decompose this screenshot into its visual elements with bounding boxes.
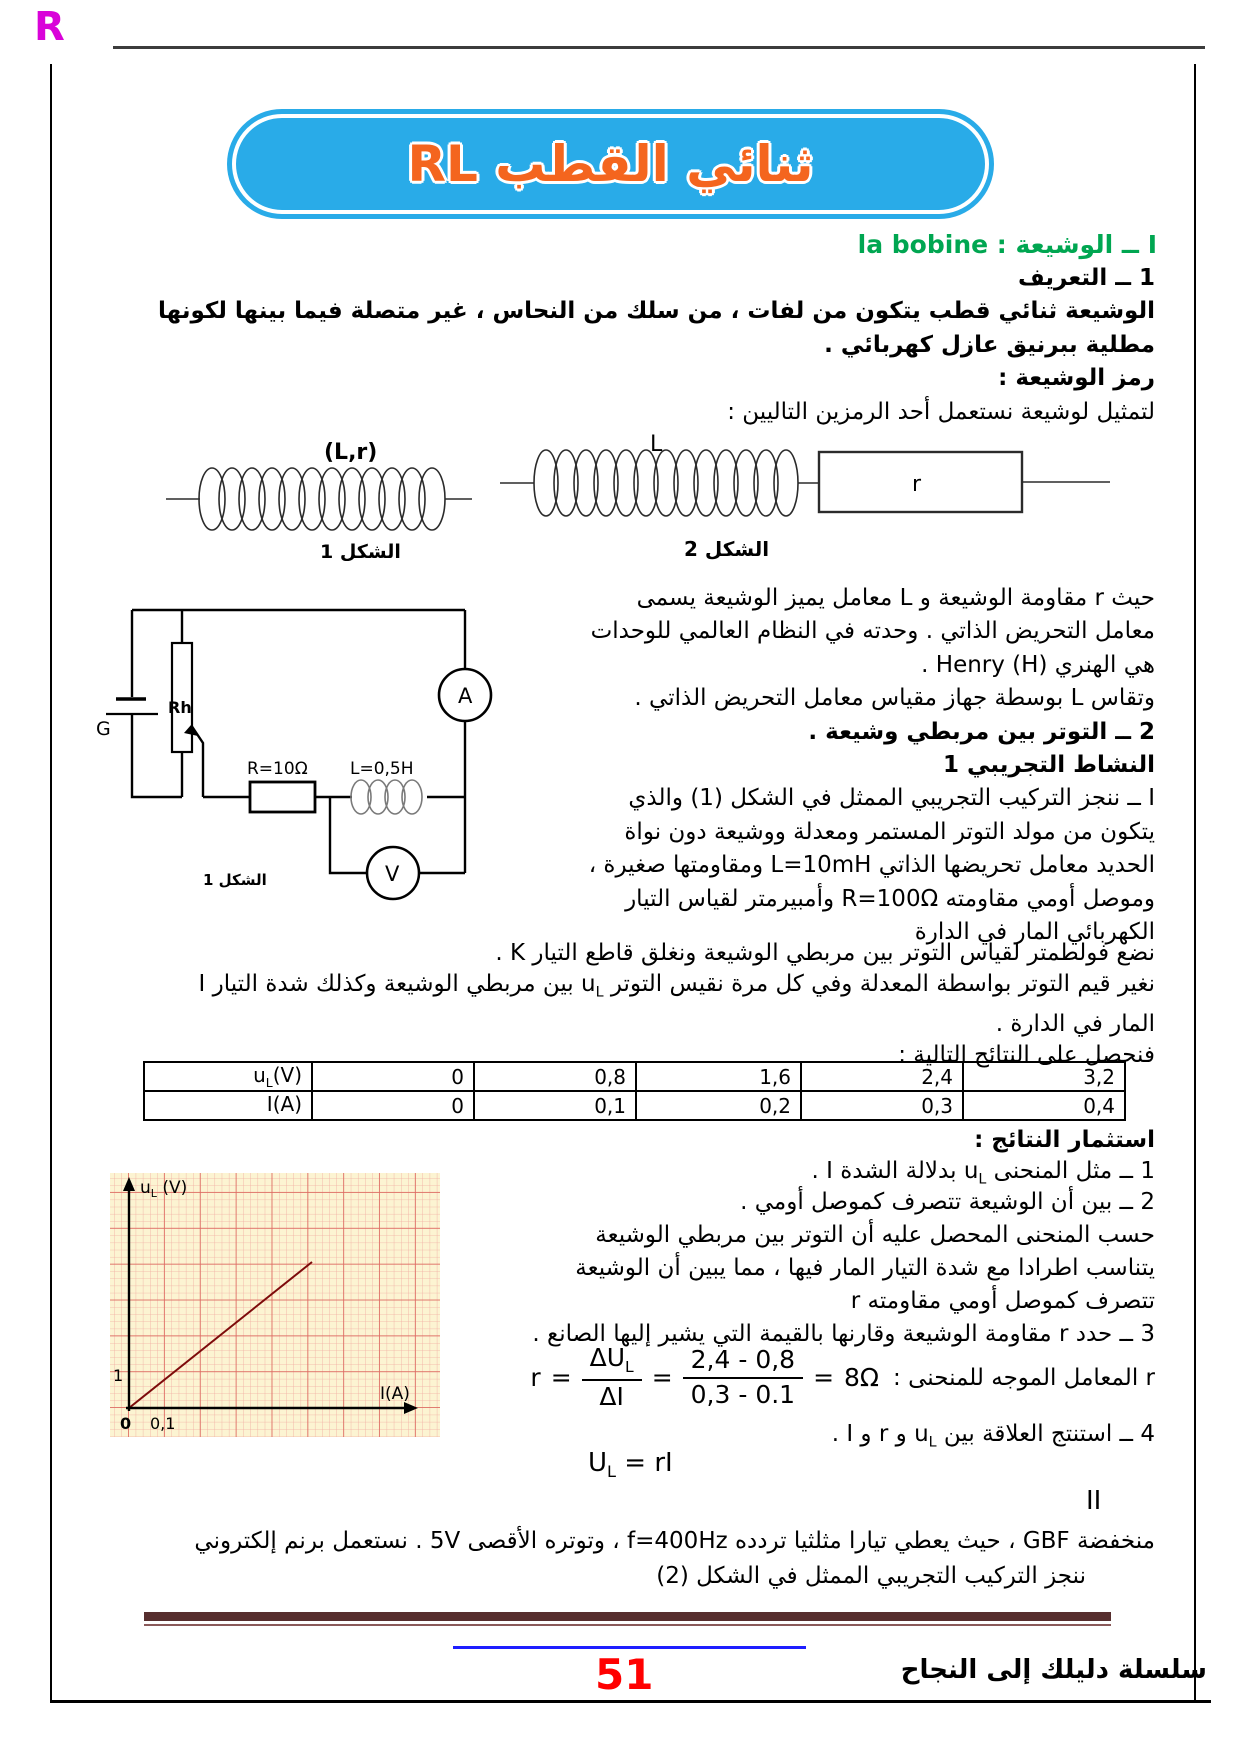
activity-heading: النشاط التجريبي 1	[943, 752, 1155, 779]
table-cell: 1,6	[636, 1062, 801, 1091]
text-part: بين مربطي الوشيعة وكذلك شدة التيار I	[198, 971, 574, 997]
table-cell: 0,1	[474, 1091, 636, 1120]
answer-line: يتناسب اطرادا مع شدة التيار المار فيها ، مما يبين أن الوشيعة	[575, 1255, 1155, 1281]
ammeter-label: A	[458, 684, 473, 708]
coil-label: L=0,5H	[350, 759, 414, 779]
table-cell: 0,8	[474, 1062, 636, 1091]
text-line: وتقاس L بوسطة جهاز مقياس معامل التحريض الذاتي .	[634, 685, 1155, 712]
part2-line: منخفضة GBF ، حيث يعطي تيارا مثلثيا تردده f=400Hz ، وتوتره الأقصى 5V . نستعمل برنم إلكتروني	[194, 1528, 1155, 1554]
title-banner-ring	[232, 114, 989, 214]
section2-heading: 2 ــ التوتر بين مربطي وشيعة .	[808, 718, 1155, 745]
fig2-coil-label: L	[650, 432, 663, 457]
rheostat-label: Rh	[168, 698, 192, 717]
definition-line: الوشيعة ثنائي قطب يتكون من لفات ، من سلك من النحاس ، غير متصلة فيما بينها لكونها	[158, 298, 1155, 325]
voltmeter-label: V	[385, 862, 400, 886]
text-line: هي الهنري Henry (H) .	[921, 651, 1155, 678]
formula-label: r المعامل الموجه للمنحنى :	[893, 1364, 1155, 1391]
text-line: حيث r مقاومة الوشيعة و L معامل يميز الوشيعة يسمى	[636, 585, 1155, 611]
text-line: الكهربائي المار في الدارة	[914, 919, 1155, 946]
question-2: 2 ــ بين أن الوشيعة تتصرف كموصل أومي .	[740, 1189, 1155, 1215]
x-axis-label: I(A)	[380, 1384, 410, 1404]
results-heading: استثمار النتائج :	[974, 1127, 1155, 1153]
row-header-ul: $u_L(V)$	[144, 1062, 312, 1091]
slope-formula: 8Ω = $\frac{2,4 - 0,8}{0,3 - 0.1}$ = $\frac{\Delta U_L}{\Delta I}$ = r	[530, 1342, 880, 1411]
experiment-block	[95, 938, 1155, 1071]
text-line: معامل التحريض الذاتي . وحدته في النظام العالمي للوحدات	[590, 618, 1155, 645]
text-line: I ــ ننجز التركيب التجريبي الممثل في الشكل (1) والذي	[628, 785, 1155, 812]
answer-line: حسب المنحنى المحصل عليه أن التوتر بين مربطي الوشيعة	[595, 1222, 1155, 1248]
right-border	[1194, 64, 1196, 1703]
title-banner	[227, 109, 994, 219]
symbol-line: لتمثيل لوشيعة نستعمل أحد الرمزين التاليين :	[727, 398, 1155, 425]
left-border	[50, 64, 52, 1703]
text-part: و r و I .	[831, 1421, 907, 1447]
table-cell: 0	[312, 1091, 474, 1120]
table-cell: 0,2	[636, 1091, 801, 1120]
definition-heading: 1 ــ التعريف	[1018, 265, 1155, 291]
text-line: وموصل أومي مقاومته R=100Ω وأمبيرمتر لقياس التيار	[625, 885, 1155, 912]
ul-symbol: $u_L$	[914, 1421, 937, 1451]
slope-formula-row	[530, 1340, 1155, 1415]
section1-heading: I ــ الوشيعة : la bobine	[857, 230, 1157, 259]
fig1-label: (L,r)	[324, 440, 378, 465]
origin-label: 0	[120, 1414, 132, 1433]
text-part: 1 ــ مثل المنحنى	[993, 1158, 1155, 1184]
symbol-heading: رمز الوشيعة :	[998, 365, 1155, 392]
table-cell: 2,4	[801, 1062, 963, 1091]
definition-line: مطلية ببرنيق عازل كهربائي .	[824, 331, 1155, 358]
part2-numeral: II	[1086, 1486, 1102, 1516]
x-tick-label: 0,1	[150, 1414, 176, 1433]
text-line	[95, 969, 1155, 1009]
text-part: 4 ــ استنتج العلاقة بين	[943, 1421, 1155, 1447]
resistor-label: R=10Ω	[247, 759, 308, 779]
numeric-fraction: $\frac{2,4 - 0,8}{0,3 - 0.1}$	[683, 1346, 803, 1410]
definition-block	[135, 262, 1155, 429]
coil-description-block	[490, 582, 1155, 949]
fig2-resistor-label: r	[912, 472, 922, 497]
text-line: فنحصل على النتائج التالية :	[898, 1041, 1155, 1068]
footer-blue-line	[453, 1646, 806, 1649]
circuit-caption: الشكل 1	[203, 871, 267, 889]
corner-logo: R	[34, 4, 65, 50]
question-4	[832, 1418, 1155, 1460]
table-cell: 3,2	[963, 1062, 1125, 1091]
part2-line: ننجز التركيب التجريبي الممثل في الشكل (2)	[656, 1563, 1086, 1589]
coil-symbols-figure	[100, 425, 1140, 575]
footer-bar-thin	[144, 1624, 1111, 1626]
circuit-coil	[351, 780, 422, 814]
footer-bar-thick	[144, 1612, 1111, 1621]
text-part: بدلالة الشدة I .	[811, 1158, 957, 1184]
fig2-caption: الشكل 2	[684, 537, 770, 561]
text-part: نغير قيم التوتر بواسطة المعدلة وفي كل مرة نقيس التوتر	[610, 971, 1155, 997]
ul-symbol: $u_L$	[581, 971, 604, 1001]
delta-fraction: $\frac{\Delta U_L}{\Delta I}$	[582, 1344, 642, 1412]
formula-result: 8Ω	[844, 1363, 880, 1392]
fig2-coil-drawing	[500, 450, 1110, 516]
text-line: المار في الدارة .	[995, 1010, 1155, 1037]
table-cell: 0,3	[801, 1091, 963, 1120]
fig1-coil-drawing	[166, 468, 472, 530]
ul-symbol: $u_L$	[963, 1158, 987, 1188]
table-row	[144, 1091, 1125, 1120]
text-line: نضع فولطمتر لقياس التوتر بين مربطي الوشيعة ونغلق قاطع التيار K .	[495, 940, 1155, 966]
circuit-diagram	[70, 595, 500, 905]
bottom-rule	[50, 1700, 1211, 1703]
results-table	[143, 1061, 1126, 1121]
y-tick-label: 1	[113, 1366, 124, 1385]
fig1-caption: الشكل 1	[320, 541, 401, 563]
y-axis-label: $u_L$ (V)	[140, 1178, 188, 1200]
text-line: يتكون من مولد التوتر المستمر ومعدلة ووشيعة دون نواة	[624, 818, 1155, 845]
table-cell: 0	[312, 1062, 474, 1091]
top-rule	[113, 46, 1205, 49]
page-number: 51	[595, 1650, 654, 1699]
footer-series-title: سلسلة دليلك إلى النجاح	[900, 1655, 1207, 1685]
table-cell: 0,4	[963, 1091, 1125, 1120]
resistor-body	[250, 782, 315, 812]
analysis-block	[455, 1186, 1155, 1351]
generator-label: G	[96, 718, 111, 740]
question-3: 3 ــ حدد r مقاومة الوشيعة وقارنها بالقيمة التي يشير إليها الصانع .	[532, 1321, 1155, 1347]
page-title: ثنائي القطب RL	[407, 135, 814, 193]
formula-lhs: r	[530, 1363, 541, 1392]
conclusion-formula: $U_L$ = rI	[588, 1448, 673, 1482]
answer-line: تتصرف كموصل أومي مقاومته r	[850, 1288, 1155, 1314]
ul-vs-i-graph	[110, 1173, 440, 1437]
row-header-i: I(A)	[144, 1091, 312, 1120]
table-row	[144, 1062, 1125, 1091]
text-line: الحديد معامل تحريضها الذاتي L=10mH ومقاومتها صغيرة ،	[588, 852, 1155, 879]
